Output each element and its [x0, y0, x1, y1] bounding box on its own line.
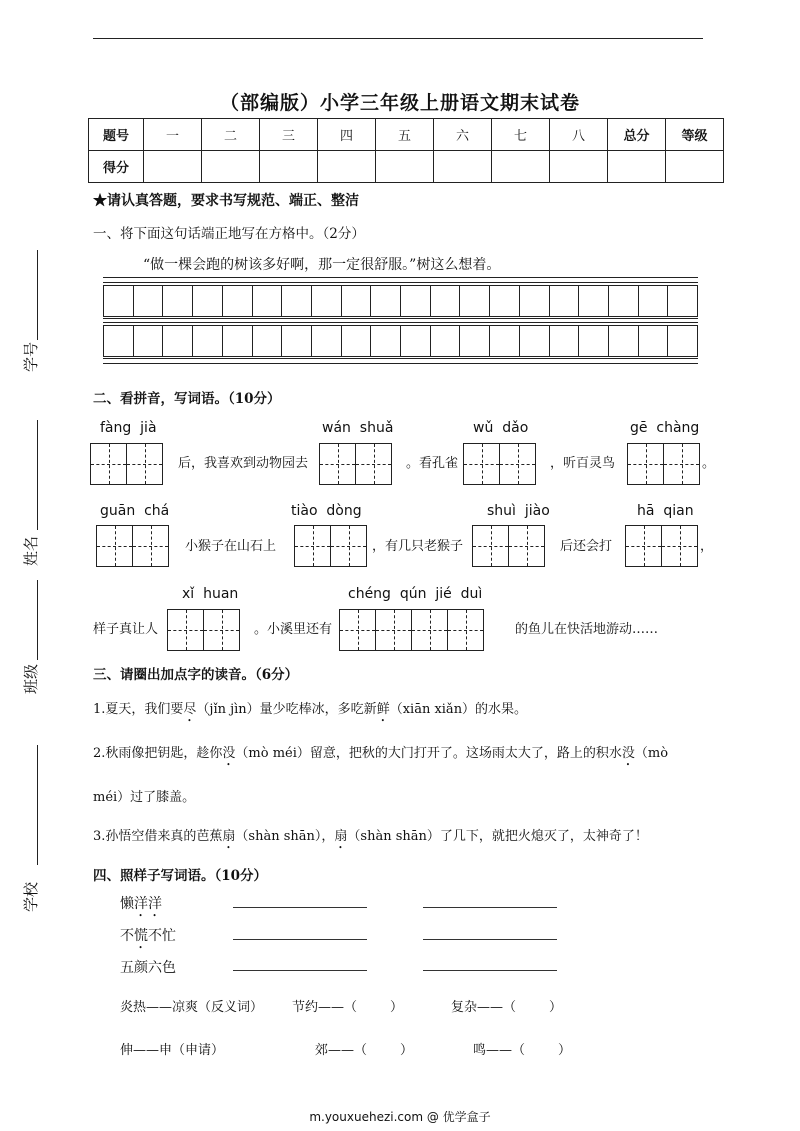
question-2-line2[interactable]: méi）过了膝盖。: [93, 790, 196, 805]
score-input-cell[interactable]: [550, 151, 608, 183]
tianzige-box[interactable]: [627, 443, 700, 485]
school-label: 学校: [22, 881, 40, 912]
score-cell: 五: [376, 119, 434, 151]
answer-line[interactable]: [423, 939, 557, 940]
grid-rule: [103, 282, 698, 283]
dotted-char: 慌: [134, 928, 148, 944]
tianzige-box[interactable]: [625, 525, 698, 567]
score-input-cell[interactable]: [608, 151, 666, 183]
score-cell: 等级: [666, 119, 724, 151]
pinyin-choices[interactable]: （shàn shān）了几下，就把火熄灭了，太神奇了！: [347, 829, 648, 844]
pinyin: wǔ dǎo: [473, 420, 529, 436]
text: 3.孙悟空借来真的芭蕉: [93, 829, 223, 844]
score-input-cell[interactable]: [202, 151, 260, 183]
dotted-char: 扇: [334, 829, 348, 844]
tianzige-box[interactable]: [167, 609, 240, 651]
pinyin-choices[interactable]: （shàn shān），: [235, 829, 335, 844]
score-row-label: 得分: [89, 151, 144, 183]
sentence-text: 样子真让人: [93, 622, 159, 637]
score-input-cell[interactable]: [318, 151, 376, 183]
dotted-char: 洋: [134, 896, 148, 912]
score-cell: 二: [202, 119, 260, 151]
page-title: （部编版）小学三年级上册语文期末试卷: [219, 92, 580, 114]
student-id-line[interactable]: [37, 250, 38, 340]
writing-grid-row-2[interactable]: [103, 325, 698, 357]
pinyin: chéng qún jié duì: [348, 586, 483, 602]
top-rule: [93, 38, 703, 39]
example-word-3: 五颜六色: [120, 960, 176, 976]
section2-heading: 二、看拼音，写词语。（10分）: [93, 391, 281, 407]
tianzige-box[interactable]: [472, 525, 545, 567]
dotted-char: 洋: [148, 896, 162, 912]
char: 懒: [120, 896, 134, 912]
score-cell: 四: [318, 119, 376, 151]
antonym-blank[interactable]: 复杂——（ ）: [451, 1000, 563, 1015]
pinyin-choices[interactable]: （jǐn jìn）量少吃棒冰，多吃新: [196, 702, 377, 717]
score-input-cell[interactable]: [492, 151, 550, 183]
score-table-header-row: [89, 119, 724, 151]
score-table: [88, 118, 724, 183]
pinyin: tiào dòng: [291, 503, 362, 519]
sentence-text: 小猴子在山石上: [185, 539, 277, 554]
score-table-score-row: [89, 151, 724, 183]
pinyin: hā qian: [637, 503, 694, 519]
pinyin: xǐ huan: [182, 586, 239, 602]
answer-line[interactable]: [423, 907, 557, 908]
score-input-cell[interactable]: [260, 151, 318, 183]
sentence-text: ，听百灵鸟: [550, 456, 616, 471]
question-2: [93, 742, 668, 769]
text: 2.秋雨像把钥匙，趁你: [93, 746, 223, 761]
homophone-blank[interactable]: 鸣——（ ）: [473, 1043, 572, 1058]
dotted-char: 扇: [222, 829, 236, 844]
section4-heading: 四、照样子写词语。（10分）: [93, 868, 268, 884]
antonym-example: 炎热——凉爽（反义词）: [120, 1000, 264, 1015]
grid-rule: [103, 318, 698, 319]
school-line[interactable]: [37, 745, 38, 865]
student-id-label: 学号: [22, 341, 40, 372]
score-cell: 一: [144, 119, 202, 151]
question-1: [93, 698, 527, 725]
grid-rule: [103, 363, 698, 364]
tianzige-box[interactable]: [463, 443, 536, 485]
section3-heading: 三、请圈出加点字的读音。（6分）: [93, 667, 299, 683]
sentence-text: 。小溪里还有: [254, 622, 333, 637]
tianzige-box[interactable]: [339, 609, 484, 651]
score-cell: 三: [260, 119, 318, 151]
sentence-text: 。看孔雀: [406, 456, 459, 471]
score-cell: 八: [550, 119, 608, 151]
dotted-char: 尽: [183, 702, 197, 717]
dotted-char: 没: [621, 746, 635, 761]
sentence-text: ，有几只老猴子: [372, 539, 464, 554]
tianzige-box[interactable]: [90, 443, 163, 485]
pinyin: fàng jià: [100, 420, 157, 436]
answer-line[interactable]: [233, 970, 367, 971]
writing-grid-row-1[interactable]: [103, 285, 698, 317]
tianzige-box[interactable]: [319, 443, 392, 485]
section1-sentence: “做一棵会跑的树该多好啊，那一定很舒服。”树这么想着。: [143, 257, 501, 273]
homophone-blank[interactable]: 郊——（ ）: [315, 1043, 414, 1058]
sentence-text: ，: [700, 539, 714, 554]
score-input-cell[interactable]: [376, 151, 434, 183]
pinyin: wán shuǎ: [322, 420, 394, 436]
grid-rule: [103, 358, 698, 359]
score-input-cell[interactable]: [666, 151, 724, 183]
char: 不忙: [148, 928, 176, 944]
score-cell: 总分: [608, 119, 666, 151]
name-label: 姓名: [22, 535, 40, 566]
char: 不: [120, 928, 134, 944]
pinyin-choices[interactable]: （xiān xiǎn）的水果。: [389, 702, 528, 717]
pinyin: gē chàng: [630, 420, 700, 436]
class-line[interactable]: [37, 580, 38, 660]
footer-watermark: m.youxuehezi.com @ 优学盒子: [309, 1110, 491, 1124]
pinyin-choices[interactable]: （mò: [634, 746, 669, 761]
text: 1.夏天，我们要: [93, 702, 184, 717]
answer-line[interactable]: [233, 939, 367, 940]
pinyin-choices[interactable]: （mò méi）留意，把秋的大门打开了。这场雨太大了，路上的积水: [235, 746, 622, 761]
section1-heading: 一、将下面这句话端正地写在方格中。（2分）: [93, 226, 365, 242]
score-cell: 六: [434, 119, 492, 151]
score-cell: 题号: [89, 119, 144, 151]
question-3: [93, 825, 648, 852]
class-label: 班级: [22, 663, 40, 694]
grid-rule: [103, 322, 698, 323]
score-input-cell[interactable]: [144, 151, 202, 183]
dotted-char: 没: [222, 746, 236, 761]
homophone-example: 伸——申（申请）: [120, 1043, 225, 1058]
pinyin: shuì jiào: [487, 503, 550, 519]
sentence-text: 。: [702, 456, 716, 471]
dotted-char: 鲜: [376, 702, 390, 717]
sentence-text: 后，我喜欢到动物园去: [178, 456, 309, 471]
sentence-text: 的鱼儿在快活地游动……: [515, 622, 659, 637]
example-word-2: [120, 925, 176, 952]
answer-line[interactable]: [233, 907, 367, 908]
example-word-1: [120, 893, 162, 920]
name-line[interactable]: [37, 420, 38, 530]
answer-line[interactable]: [423, 970, 557, 971]
score-cell: 七: [492, 119, 550, 151]
grid-rule: [103, 277, 698, 278]
pinyin: guān chá: [100, 503, 170, 519]
sentence-text: 后还会打: [560, 539, 613, 554]
tianzige-box[interactable]: [294, 525, 367, 567]
antonym-blank[interactable]: 节约——（ ）: [292, 1000, 404, 1015]
instructions: ★请认真答题，要求书写规范、端正、整洁: [93, 193, 359, 209]
tianzige-box[interactable]: [96, 525, 169, 567]
score-input-cell[interactable]: [434, 151, 492, 183]
